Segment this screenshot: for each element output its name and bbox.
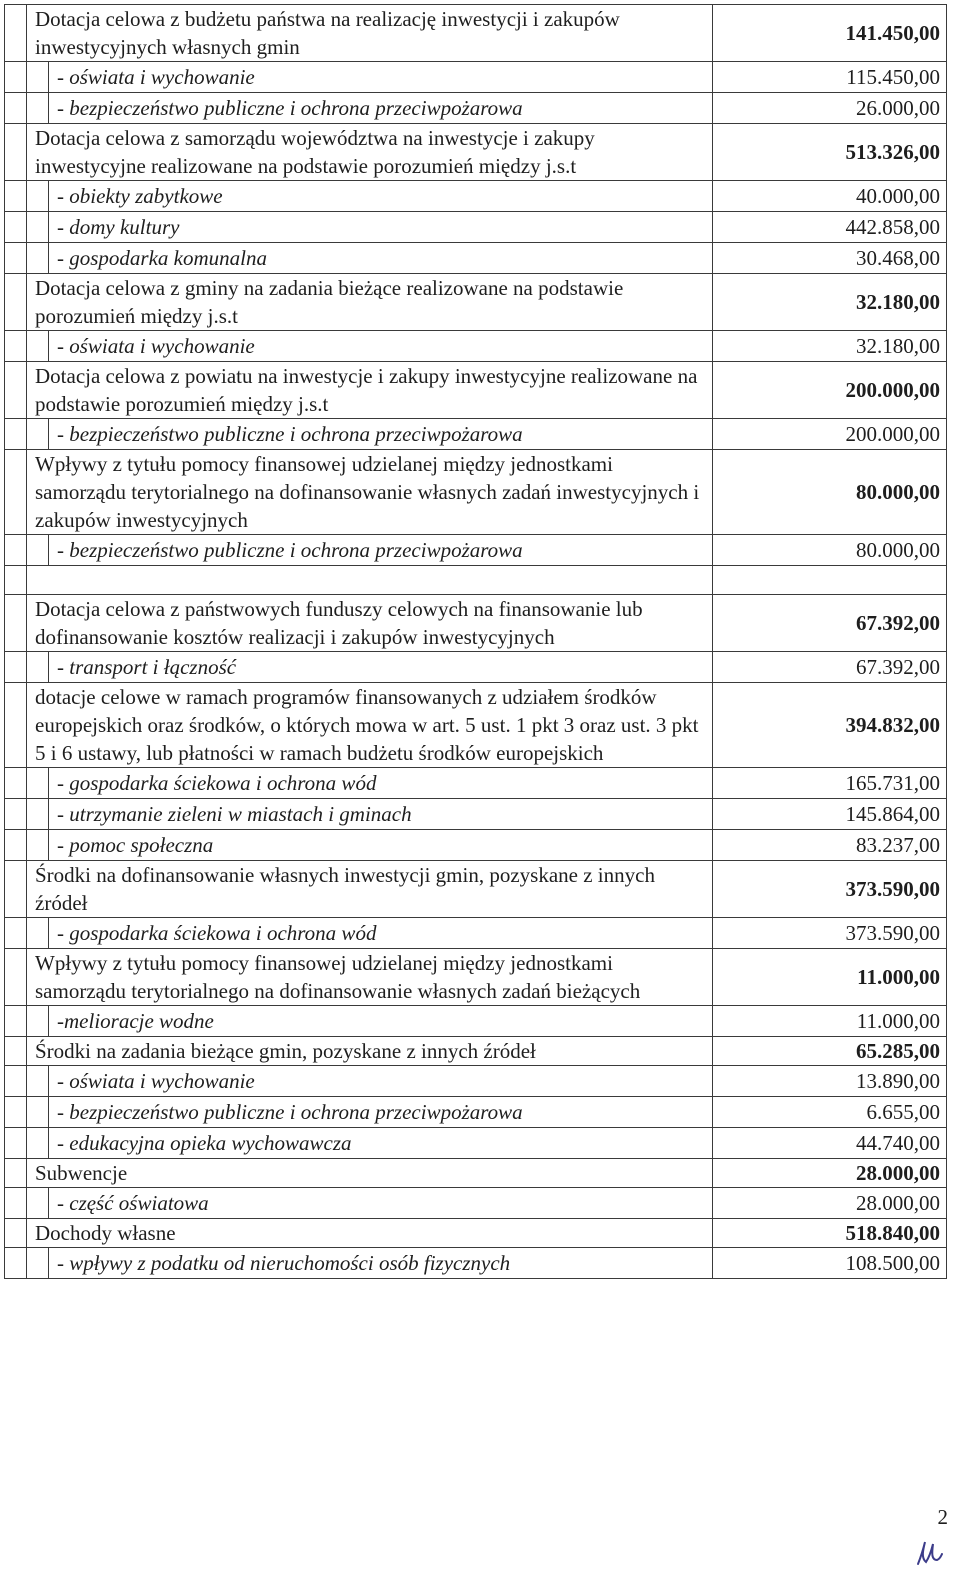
indent-cell [27,93,49,124]
category-label: Dotacja celowa z państwowych funduszy celowych na finansowanie lub dofinansowanie kosztów realizacji i zakupów inwestycyjnych [27,595,713,652]
subcategory-row [5,768,947,799]
category-row [5,1159,947,1188]
subcategory-label: - oświata i wychowanie [49,1066,713,1097]
subcategory-label: - część oświatowa [49,1188,713,1219]
blank-amount-cell [713,566,947,595]
row-marker-cell [5,1037,27,1066]
row-marker-cell [5,93,27,124]
subcategory-row [5,331,947,362]
row-marker-cell [5,1188,27,1219]
subcategory-label: - pomoc społeczna [49,830,713,861]
category-amount: 32.180,00 [713,274,947,331]
category-label: Dotacja celowa z gminy na zadania bieżące realizowane na podstawie porozumień między j.s.t [27,274,713,331]
indent-cell [27,181,49,212]
subcategory-row [5,535,947,566]
subcategory-row [5,212,947,243]
indent-cell [27,419,49,450]
category-row [5,362,947,419]
subcategory-label: - utrzymanie zieleni w miastach i gminach [49,799,713,830]
category-row [5,450,947,535]
row-marker-cell [5,362,27,419]
category-row [5,124,947,181]
subcategory-amount: 11.000,00 [713,1006,947,1037]
subcategory-label: - transport i łączność [49,652,713,683]
subcategory-row [5,830,947,861]
subcategory-row [5,1066,947,1097]
row-marker-cell [5,799,27,830]
indent-cell [27,1128,49,1159]
subcategory-amount: 40.000,00 [713,181,947,212]
subcategory-label: - wpływy z podatku od nieruchomości osób fizycznych [49,1248,713,1279]
category-label: Wpływy z tytułu pomocy finansowej udzielanej między jednostkami samorządu terytorialnego na dofinansowanie własnych zadań inwestycyjnych i zakupów inwestycyjnych [27,450,713,535]
row-marker-cell [5,918,27,949]
row-marker-cell [5,124,27,181]
indent-cell [27,1188,49,1219]
category-amount: 65.285,00 [713,1037,947,1066]
indent-cell [27,1097,49,1128]
row-marker-cell [5,683,27,768]
subcategory-amount: 442.858,00 [713,212,947,243]
subcategory-amount: 165.731,00 [713,768,947,799]
blank-row [5,566,947,595]
category-amount: 394.832,00 [713,683,947,768]
category-amount: 11.000,00 [713,949,947,1006]
subcategory-row [5,918,947,949]
category-label: dotacje celowe w ramach programów finansowanych z udziałem środków europejskich oraz środków, o których mowa w art. 5 ust. 1 pkt 3 oraz ust. 3 pkt 5 i 6 ustawy, lub płatności w ramach budżetu środków europejskich [27,683,713,768]
subcategory-row [5,181,947,212]
subcategory-label: - bezpieczeństwo publiczne i ochrona przeciwpożarowa [49,419,713,450]
subcategory-label: - gospodarka ściekowa i ochrona wód [49,918,713,949]
subcategory-label: - bezpieczeństwo publiczne i ochrona przeciwpożarowa [49,93,713,124]
category-amount: 200.000,00 [713,362,947,419]
subcategory-row [5,243,947,274]
subcategory-amount: 30.468,00 [713,243,947,274]
category-label: Wpływy z tytułu pomocy finansowej udzielanej między jednostkami samorządu terytorialnego na dofinansowanie własnych zadań bieżących [27,949,713,1006]
row-marker-cell [5,652,27,683]
indent-cell [27,768,49,799]
category-label: Dotacja celowa z budżetu państwa na realizację inwestycji i zakupów inwestycyjnych własnych gmin [27,5,713,62]
category-row [5,274,947,331]
category-row [5,861,947,918]
subcategory-row [5,1188,947,1219]
row-marker-cell [5,181,27,212]
row-marker-cell [5,1248,27,1279]
subcategory-row [5,62,947,93]
subcategory-label: - obiekty zabytkowe [49,181,713,212]
category-label: Dotacja celowa z powiatu na inwestycje i zakupy inwestycyjne realizowane na podstawie porozumień między j.s.t [27,362,713,419]
row-marker-cell [5,1128,27,1159]
row-marker-cell [5,243,27,274]
subcategory-amount: 80.000,00 [713,535,947,566]
category-label: Środki na zadania bieżące gmin, pozyskane z innych źródeł [27,1037,713,1066]
category-label: Subwencje [27,1159,713,1188]
indent-cell [27,331,49,362]
subcategory-amount: 26.000,00 [713,93,947,124]
subcategory-amount: 373.590,00 [713,918,947,949]
subcategory-amount: 115.450,00 [713,62,947,93]
indent-cell [27,1248,49,1279]
category-row [5,5,947,62]
subcategory-amount: 6.655,00 [713,1097,947,1128]
category-row [5,683,947,768]
row-marker-cell [5,62,27,93]
subcategory-row [5,1248,947,1279]
subcategory-label: - bezpieczeństwo publiczne i ochrona przeciwpożarowa [49,1097,713,1128]
row-marker-cell [5,830,27,861]
subcategory-row [5,652,947,683]
subcategory-label: - gospodarka ściekowa i ochrona wód [49,768,713,799]
category-amount: 67.392,00 [713,595,947,652]
row-marker-cell [5,5,27,62]
subcategory-label: - oświata i wychowanie [49,62,713,93]
row-marker-cell [5,450,27,535]
subcategory-amount: 28.000,00 [713,1188,947,1219]
row-marker-cell [5,861,27,918]
category-amount: 80.000,00 [713,450,947,535]
category-amount: 28.000,00 [713,1159,947,1188]
subcategory-amount: 83.237,00 [713,830,947,861]
row-marker-cell [5,1006,27,1037]
row-marker-cell [5,768,27,799]
category-label: Środki na dofinansowanie własnych inwestycji gmin, pozyskane z innych źródeł [27,861,713,918]
subcategory-row [5,419,947,450]
handwritten-initials-mark [912,1538,944,1570]
category-row [5,1037,947,1066]
indent-cell [27,830,49,861]
page-number: 2 [937,1505,948,1529]
subcategory-row [5,1006,947,1037]
row-marker-cell [5,1097,27,1128]
subcategory-row [5,1097,947,1128]
category-amount: 513.326,00 [713,124,947,181]
indent-cell [27,243,49,274]
subcategory-label: -melioracje wodne [49,1006,713,1037]
subcategory-label: - domy kultury [49,212,713,243]
subcategory-label: - edukacyjna opieka wychowawcza [49,1128,713,1159]
indent-cell [27,652,49,683]
category-row [5,1219,947,1248]
subcategory-amount: 32.180,00 [713,331,947,362]
category-amount: 141.450,00 [713,5,947,62]
subcategory-amount: 67.392,00 [713,652,947,683]
indent-cell [27,918,49,949]
row-marker-cell [5,1219,27,1248]
indent-cell [27,212,49,243]
category-amount: 518.840,00 [713,1219,947,1248]
table-body [5,5,947,1279]
subcategory-amount: 13.890,00 [713,1066,947,1097]
subcategory-label: - oświata i wychowanie [49,331,713,362]
row-marker-cell [5,566,27,595]
row-marker-cell [5,595,27,652]
row-marker-cell [5,949,27,1006]
indent-cell [27,62,49,93]
row-marker-cell [5,1159,27,1188]
category-amount: 373.590,00 [713,861,947,918]
indent-cell [27,535,49,566]
category-label: Dochody własne [27,1219,713,1248]
subcategory-amount: 145.864,00 [713,799,947,830]
row-marker-cell [5,212,27,243]
subcategory-amount: 200.000,00 [713,419,947,450]
budget-revenue-table [4,4,947,1279]
subcategory-label: - gospodarka komunalna [49,243,713,274]
subcategory-row [5,799,947,830]
subcategory-amount: 44.740,00 [713,1128,947,1159]
indent-cell [27,799,49,830]
category-label: Dotacja celowa z samorządu województwa na inwestycje i zakupy inwestycyjne realizowane na podstawie porozumień między j.s.t [27,124,713,181]
subcategory-row [5,93,947,124]
row-marker-cell [5,1066,27,1097]
subcategory-label: - bezpieczeństwo publiczne i ochrona przeciwpożarowa [49,535,713,566]
indent-cell [27,1066,49,1097]
category-row [5,949,947,1006]
row-marker-cell [5,331,27,362]
blank-label-cell [27,566,713,595]
row-marker-cell [5,535,27,566]
row-marker-cell [5,274,27,331]
subcategory-row [5,1128,947,1159]
category-row [5,595,947,652]
subcategory-amount: 108.500,00 [713,1248,947,1279]
row-marker-cell [5,419,27,450]
indent-cell [27,1006,49,1037]
